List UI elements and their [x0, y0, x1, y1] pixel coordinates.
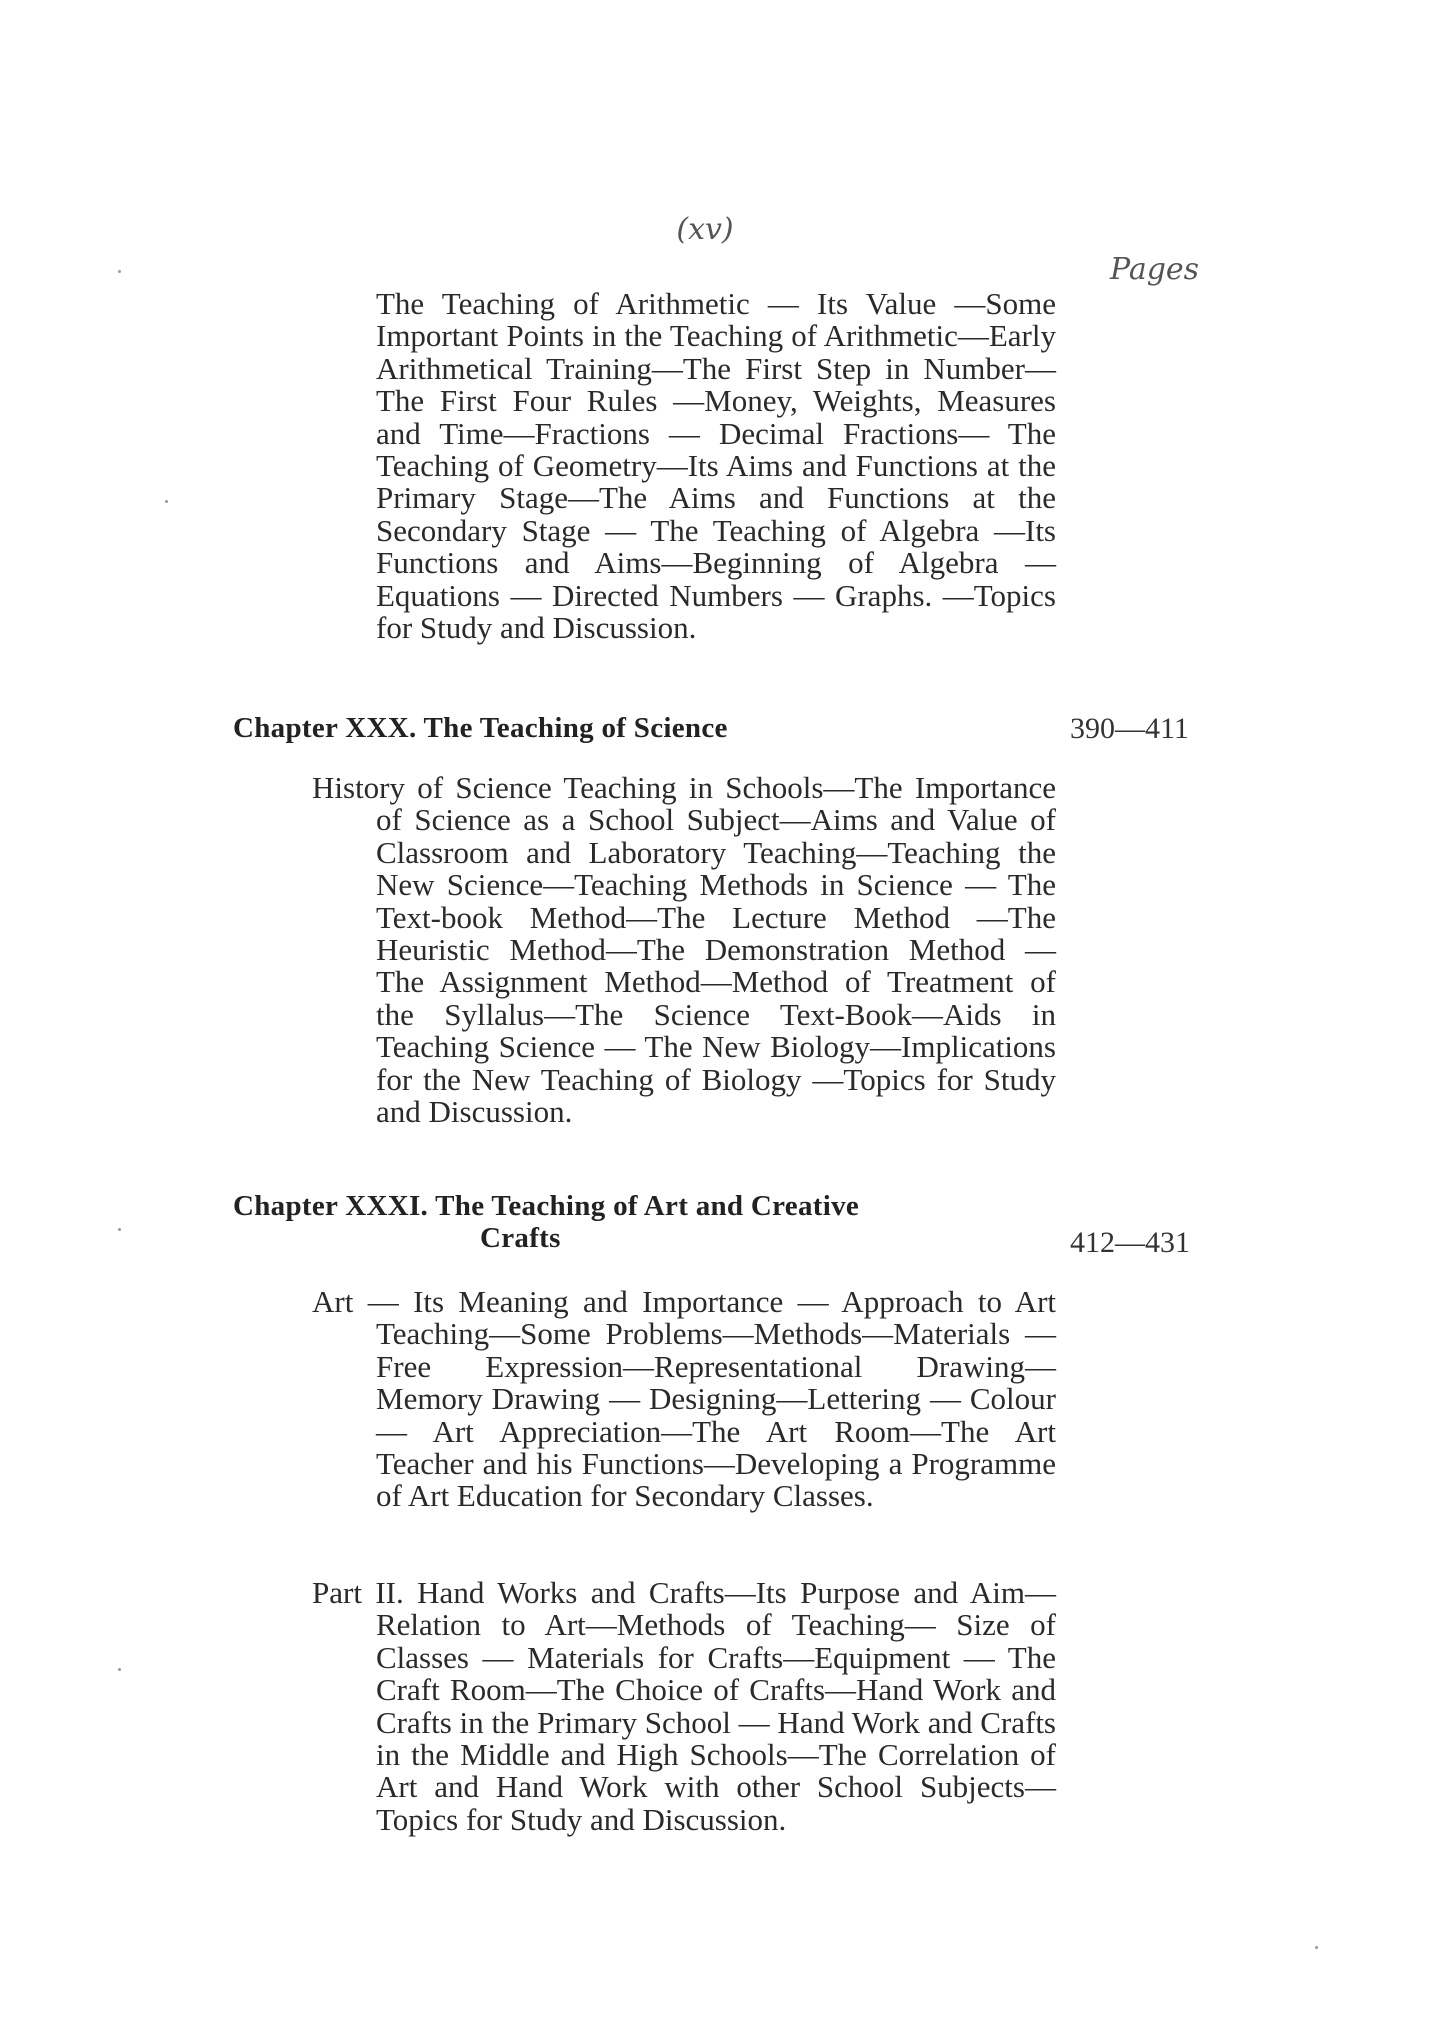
chapter-31-heading — [233, 1190, 859, 1254]
speck — [118, 1228, 121, 1231]
chapter-31-title-line1: Chapter XXXI. The Teaching of Art and Creative — [233, 1190, 860, 1222]
speck — [118, 1668, 121, 1671]
chapter-30-body: History of Science Teaching in Schools—The Importance of Science as a School Subject—Aims and Value of Classroom and Laboratory Teaching—Teaching the New Science—Teaching Methods in Science — The Text-book Method—The Lecture Method —The Heuristic Method—The Demonstration Method —The Assignment Method—Method of Treatment of the Syllalus—The Science Text-Book—Aids in Teaching Science — The New Biology—Implications for the New Teaching of Biology —Topics for Study and Discussion. — [312, 770, 1056, 1130]
pages-column-header: Pages — [1110, 252, 1200, 287]
intro-paragraph: The Teaching of Arithmetic — Its Value —Some Important Points in the Teaching of Arithmetic—Early Arithmetical Training—The First Step in Number—The First Four Rules —Money, Weights, Measures and Time—Fractions — Decimal Fractions— The Teaching of Geometry—Its Aims and Functions at the Primary Stage—The Aims and Functions at the Secondary Stage — The Teaching of Algebra —Its Functions and Aims—Beginning of Algebra —Equations — Directed Numbers — Graphs. —Topics for Study and Discussion. — [376, 286, 1056, 646]
chapter-31-body: Art — Its Meaning and Importance — Approach to Art Teaching—Some Problems—Methods—Materials — Free Expression—Representational Drawing— Memory Drawing — Designing—Lettering — Colour — Art Appreciation—The Art Room—The Art Teacher and his Functions—Developing a Programme of Art Education for Secondary Classes. — [312, 1284, 1056, 1514]
chapter-30-title: Chapter XXX. The Teaching of Science — [233, 712, 728, 744]
speck — [1315, 1946, 1318, 1949]
chapter-30-heading — [233, 712, 728, 744]
chapter-31-pages: 412—431 — [1070, 1226, 1190, 1259]
chapter-30-pages: 390—411 — [1070, 712, 1189, 745]
speck — [118, 270, 121, 273]
speck — [165, 500, 168, 503]
page-number: (xv) — [676, 212, 734, 247]
chapter-31-part2: Part II. Hand Works and Crafts—Its Purpose and Aim—Relation to Art—Methods of Teaching— Size of Classes — Materials for Crafts—Equipment — The Craft Room—The Choice of Crafts—Hand Work and Crafts in the Primary School — Hand Work and Crafts in the Middle and High Schools—The Correlation of Art and Hand Work with other School Subjects—Topics for Study and Discussion. — [312, 1575, 1056, 1837]
chapter-31-title-line2: Crafts — [480, 1222, 561, 1254]
